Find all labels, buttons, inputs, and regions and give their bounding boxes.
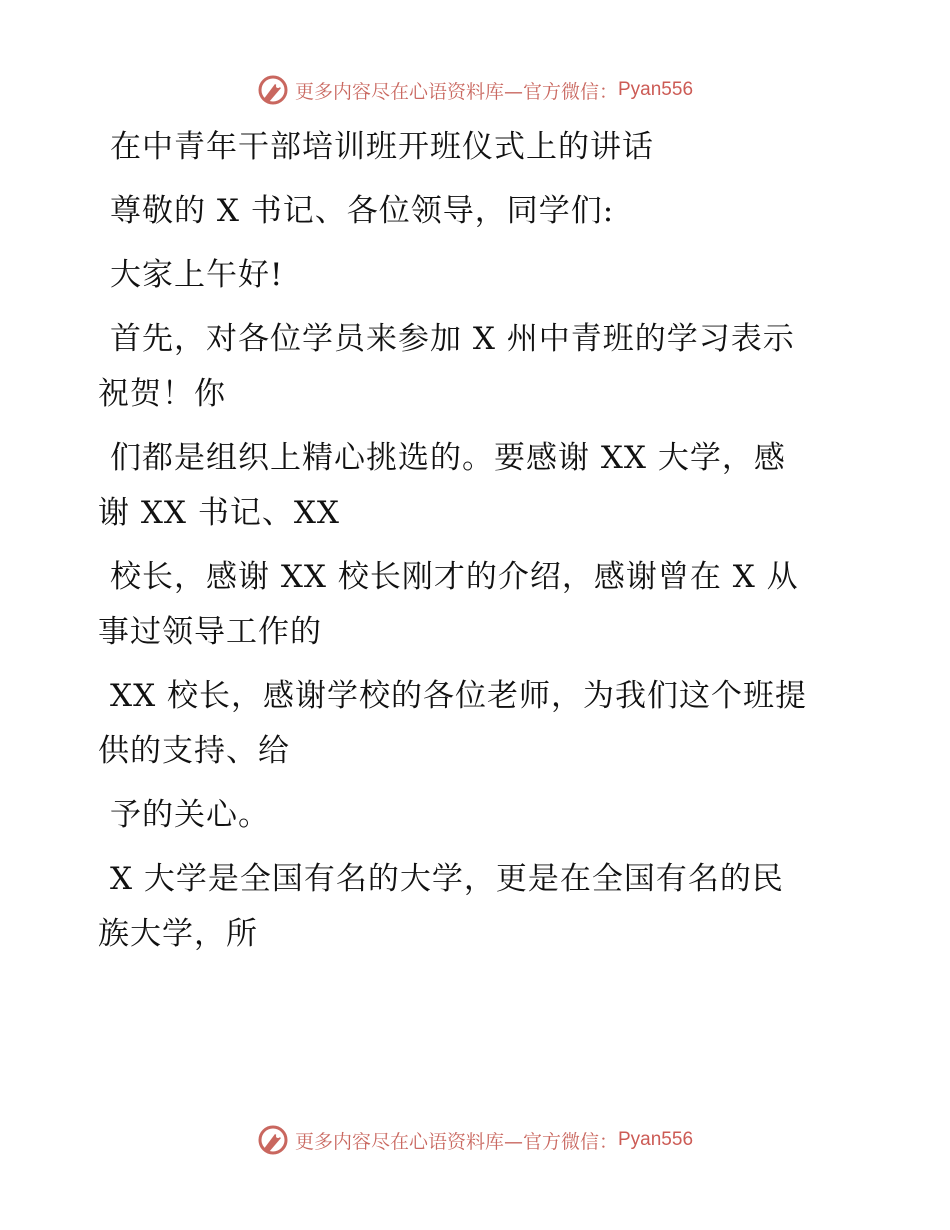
header-banner (0, 70, 950, 110)
paragraph: X 大学是全国有名的大学，更是在全国有名的民 族大学，所 (98, 861, 784, 952)
pen-nib-logo-icon (257, 74, 289, 106)
banner-text: 更多内容尽在心语资料库—官方微信： (294, 80, 618, 103)
document-body (98, 120, 858, 971)
salutation: 尊敬的 X 书记、各位领导，同学们: (110, 193, 615, 229)
greeting: 大家上午好! (110, 257, 284, 293)
banner-wechat-id: Pyan556 (618, 79, 694, 100)
paragraph: XX 校长，感谢学校的各位老师，为我们这个班提 供的支持、给 (98, 678, 807, 769)
banner-text: 更多内容尽在心语资料库—官方微信： (294, 1130, 618, 1153)
pen-nib-logo-icon (257, 1124, 289, 1156)
document-title: 在中青年干部培训班开班仪式上的讲话 (110, 129, 654, 165)
footer-banner (0, 1120, 950, 1160)
paragraph: 们都是组织上精心挑选的。要感谢 XX 大学，感 谢 XX 书记、XX (98, 440, 786, 531)
paragraph: 校长，感谢 XX 校长刚才的介绍，感谢曾在 X 从 事过领导工作的 (98, 559, 799, 650)
banner-wechat-id: Pyan556 (618, 1129, 694, 1150)
paragraph: 予的关心。 (110, 797, 270, 833)
paragraph: 首先，对各位学员来参加 X 州中青班的学习表示 祝贺！你 (98, 321, 795, 412)
